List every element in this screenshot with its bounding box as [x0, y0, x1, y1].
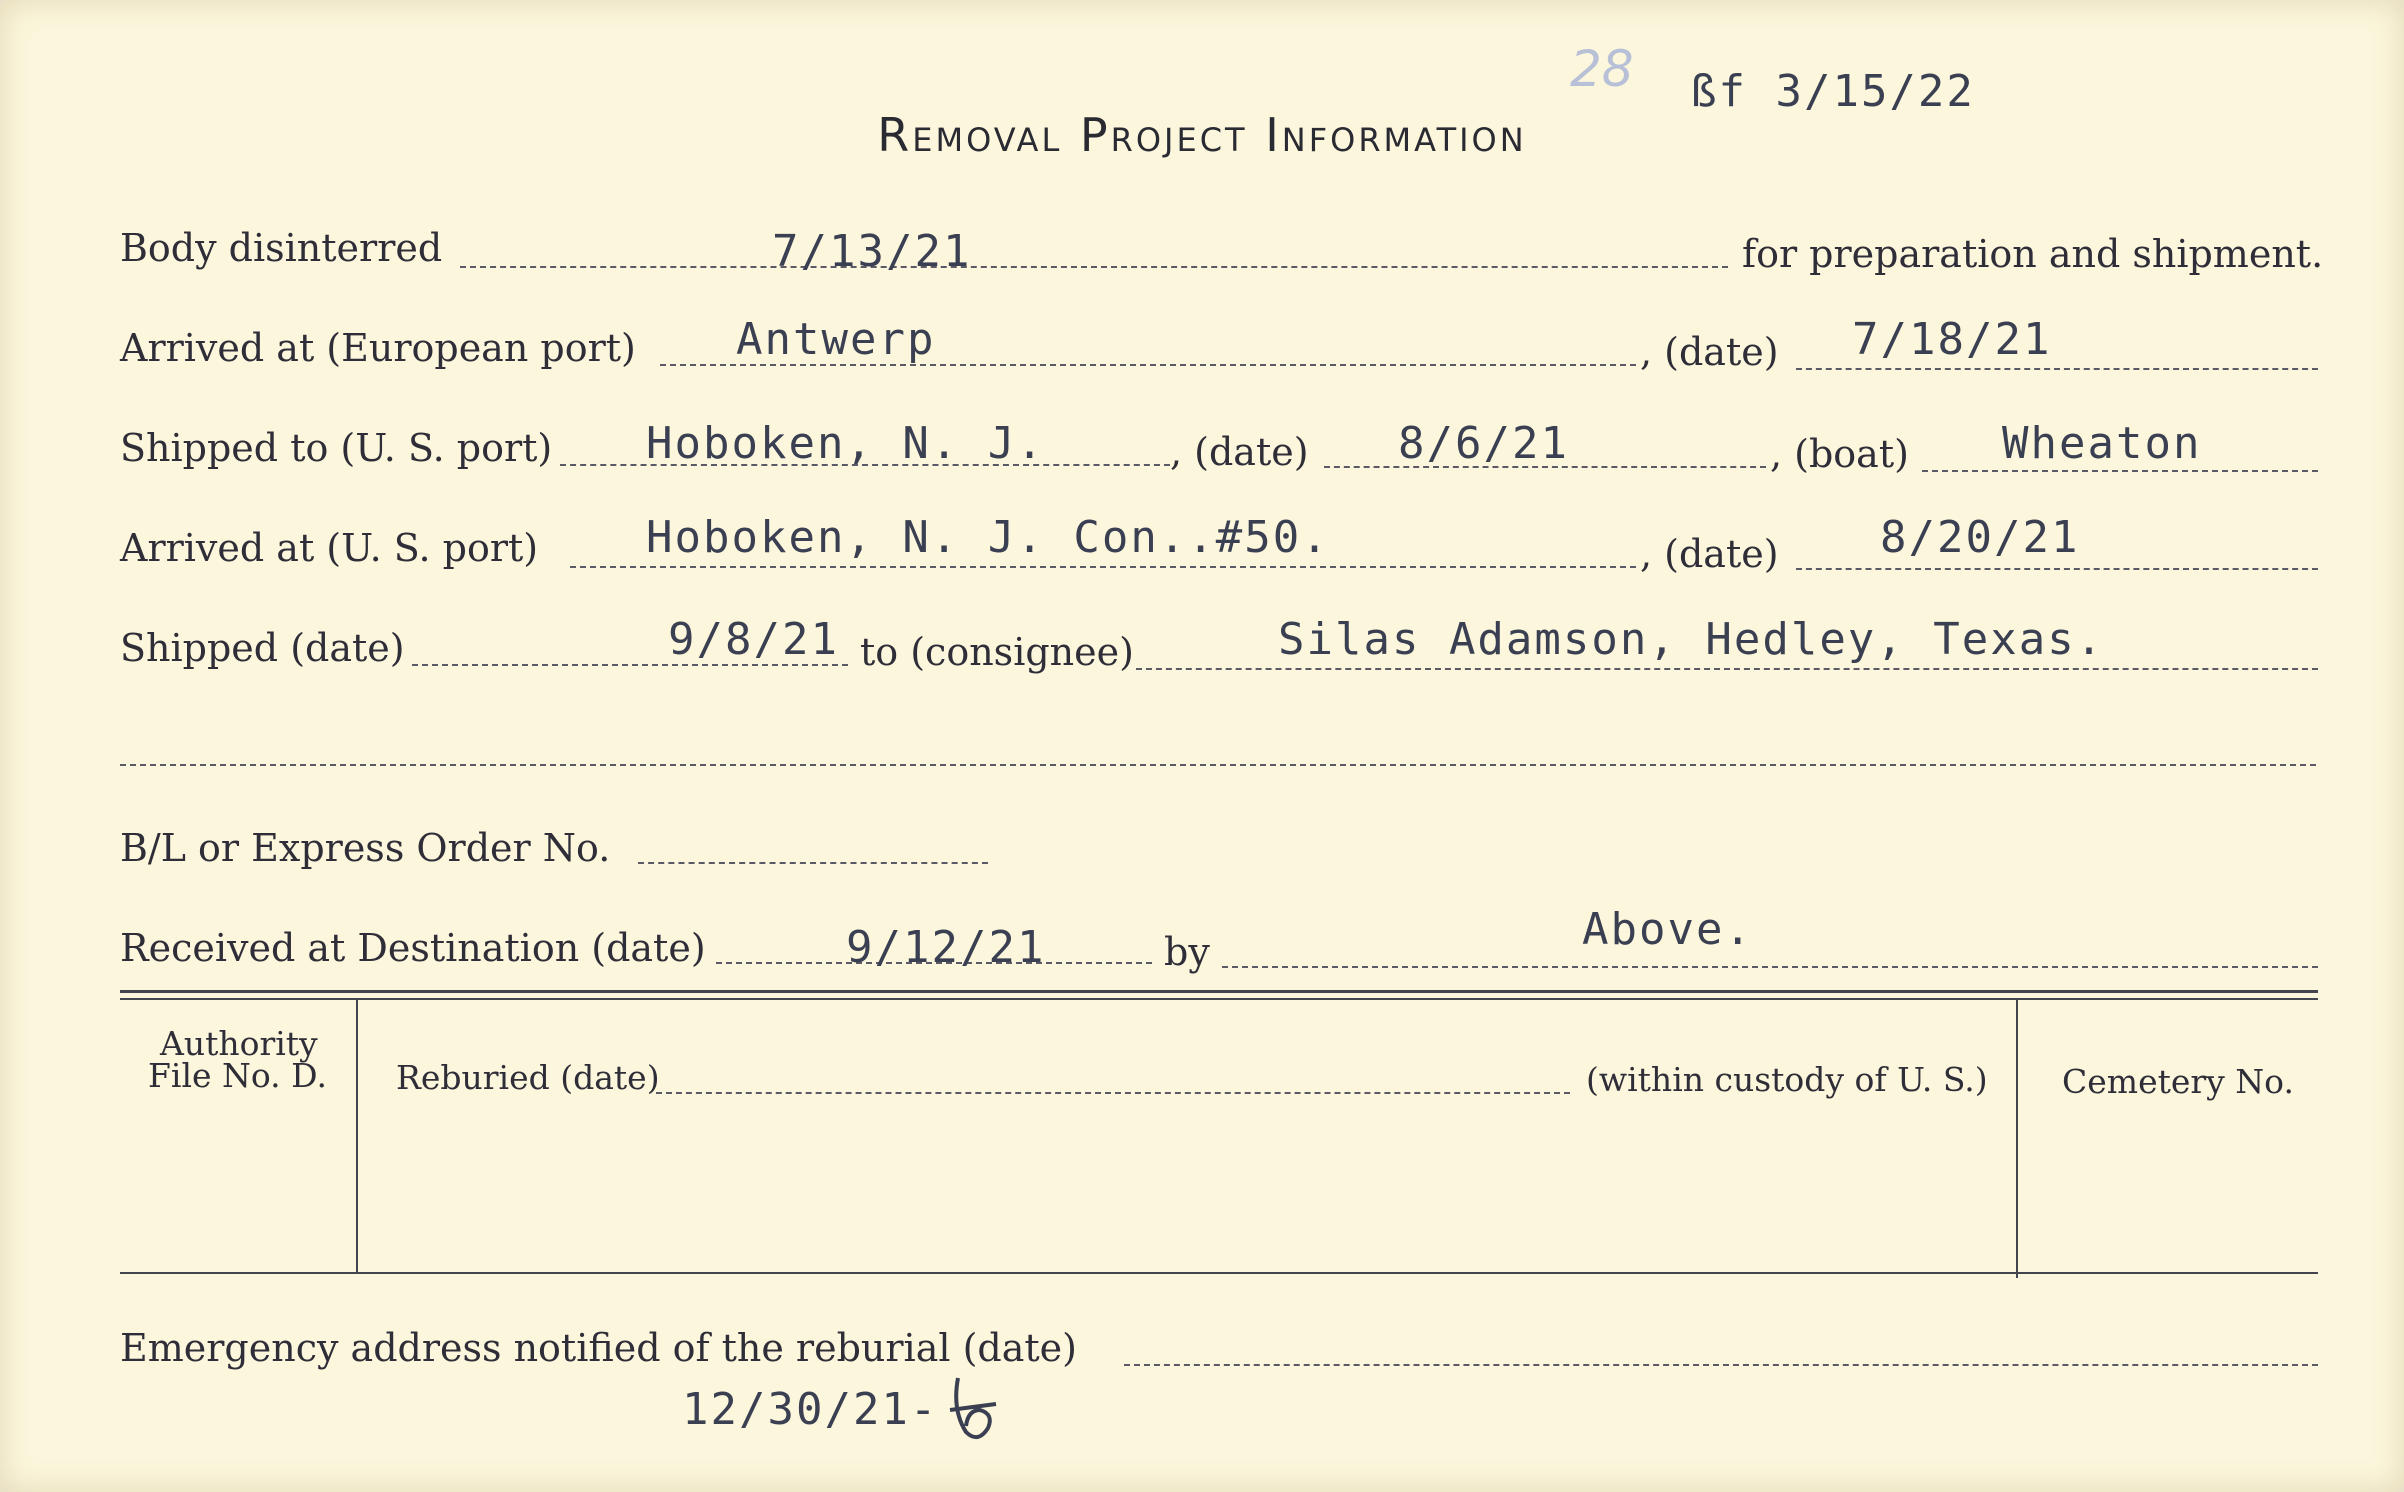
- consignee-label: to (consignee): [860, 630, 1134, 674]
- arrived-us-date: 8/20/21: [1880, 512, 2080, 563]
- arrived-us-line: [570, 566, 1636, 568]
- consignee-line: [1136, 668, 2318, 670]
- box-divider-left: [356, 1000, 358, 1272]
- authority-label: Authority: [160, 1024, 318, 1063]
- received-by-label: by: [1164, 930, 1210, 974]
- shipped-us-boat-label: , (boat): [1770, 432, 1909, 476]
- cemetery-label: Cemetery No.: [2062, 1062, 2294, 1101]
- reburied-line: [656, 1092, 1570, 1094]
- box-divider-right: [2016, 1000, 2018, 1278]
- box-top-rule: [120, 990, 2318, 993]
- arrived-us-date-line: [1796, 568, 2318, 570]
- shipped-date-label: Shipped (date): [120, 626, 405, 670]
- authority-file-label: File No. D.: [148, 1056, 327, 1095]
- arrived-us-value: Hoboken, N. J. Con..#50.: [646, 512, 1330, 563]
- bl-order-label: B/L or Express Order No.: [120, 826, 611, 870]
- bl-order-line: [638, 862, 988, 864]
- emergency-value: 12/30/21-: [682, 1384, 939, 1435]
- shipped-us-value: Hoboken, N. J.: [646, 418, 1045, 469]
- custody-label: (within custody of U. S.): [1586, 1060, 1988, 1099]
- handwritten-strike-mark: [944, 1370, 1004, 1450]
- arrived-european-value: Antwerp: [736, 314, 936, 365]
- arrived-european-label: Arrived at (European port): [120, 326, 636, 370]
- body-disinterred-label: Body disinterred: [120, 226, 443, 270]
- reburied-label: Reburied (date): [396, 1058, 660, 1097]
- consignee-value: Silas Adamson, Hedley, Texas.: [1278, 614, 2105, 665]
- body-disinterred-line: [460, 266, 1728, 268]
- box-bottom-rule: [120, 1272, 2318, 1274]
- pencil-mark: 28: [1570, 40, 1634, 98]
- emergency-line: [1124, 1364, 2318, 1366]
- arrived-european-date-label: , (date): [1640, 330, 1779, 374]
- shipped-date-value: 9/8/21: [668, 614, 839, 665]
- arrived-us-label: Arrived at (U. S. port): [120, 526, 539, 570]
- shipped-us-boat-line: [1922, 470, 2318, 472]
- arrived-us-date-label: , (date): [1640, 532, 1779, 576]
- shipped-us-date-label: , (date): [1170, 430, 1309, 474]
- body-disinterred-value: 7/13/21: [772, 226, 972, 277]
- shipped-us-boat: Wheaton: [2002, 418, 2202, 469]
- arrived-european-date-line: [1796, 368, 2318, 370]
- continuation-line: [120, 764, 2316, 766]
- received-by-value: Above.: [1582, 904, 1753, 955]
- received-label: Received at Destination (date): [120, 926, 706, 970]
- page-title: Removal Project Information: [877, 108, 1527, 162]
- shipped-us-label: Shipped to (U. S. port): [120, 426, 553, 470]
- box-top-rule-inner: [120, 998, 2318, 1000]
- corner-note: ßf 3/15/22: [1690, 66, 1975, 117]
- received-value: 9/12/21: [846, 922, 1046, 973]
- body-disinterred-suffix: for preparation and shipment.: [1742, 232, 2324, 276]
- arrived-european-date: 7/18/21: [1852, 314, 2052, 365]
- shipped-us-date: 8/6/21: [1398, 418, 1569, 469]
- received-by-line: [1222, 966, 2318, 968]
- emergency-label: Emergency address notified of the reburial (date): [120, 1326, 1077, 1370]
